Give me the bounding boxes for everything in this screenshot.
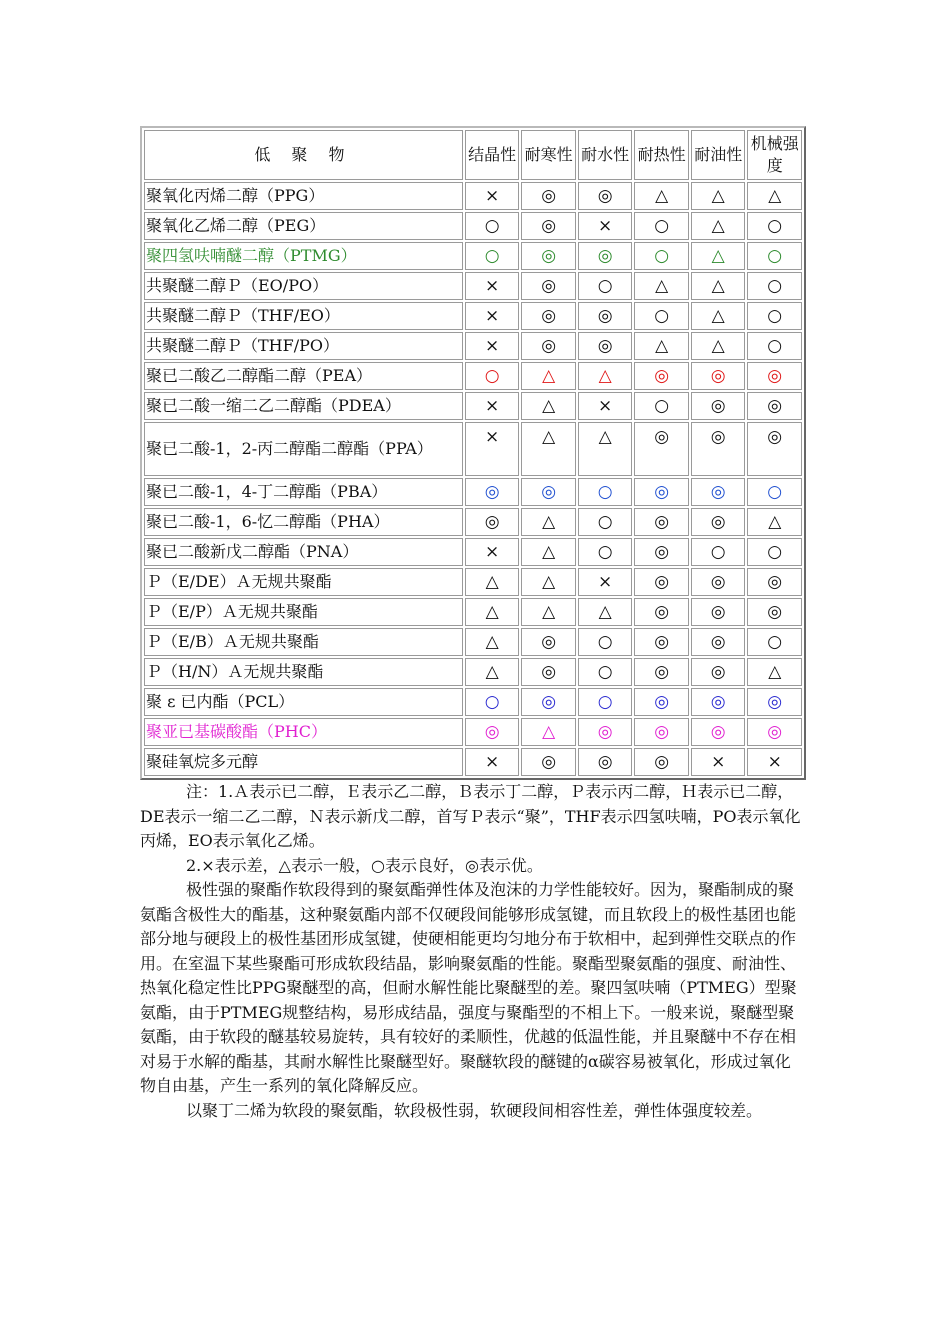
table-row [144, 242, 802, 270]
rating-mark: ○ [747, 478, 802, 506]
rating-mark: ◎ [747, 362, 802, 390]
rating-mark: ○ [465, 362, 520, 390]
rating-mark: △ [691, 242, 746, 270]
table-row [144, 508, 802, 536]
oligomer-name: Ｐ（E/DE）Ａ无规共聚酯 [144, 568, 463, 596]
rating-mark: ◎ [634, 362, 689, 390]
rating-mark: ◎ [747, 392, 802, 420]
rating-mark: △ [521, 362, 576, 390]
rating-mark: ◎ [578, 182, 633, 210]
rating-mark: ○ [578, 628, 633, 656]
rating-mark: × [578, 568, 633, 596]
oligomer-name: 共聚醚二醇Ｐ（EO/PO） [144, 272, 463, 300]
rating-mark: × [465, 302, 520, 330]
rating-mark: ◎ [634, 422, 689, 476]
rating-mark: ◎ [465, 478, 520, 506]
rating-mark: ◎ [578, 718, 633, 746]
oligomer-name: Ｐ（H/N）Ａ无规共聚酯 [144, 658, 463, 686]
table-header-row [144, 130, 802, 180]
rating-mark: ◎ [634, 508, 689, 536]
rating-mark: ○ [747, 302, 802, 330]
rating-mark: ◎ [691, 508, 746, 536]
rating-mark: ◎ [634, 688, 689, 716]
rating-mark: △ [465, 628, 520, 656]
rating-mark: ◎ [747, 688, 802, 716]
rating-mark: ○ [634, 212, 689, 240]
rating-mark: △ [521, 598, 576, 626]
rating-mark: ○ [747, 538, 802, 566]
oligomer-name: 聚已二酸-1，4-丁二醇酯（PBA） [144, 478, 463, 506]
rating-mark: × [578, 212, 633, 240]
rating-mark: △ [747, 182, 802, 210]
oligomer-name: 聚已二酸新戊二醇酯（PNA） [144, 538, 463, 566]
rating-mark: ○ [747, 332, 802, 360]
rating-mark: △ [691, 182, 746, 210]
table-row [144, 538, 802, 566]
rating-mark: △ [691, 272, 746, 300]
note-2: 2.×表示差，△表示一般，○表示良好，◎表示优。 [186, 855, 543, 875]
oligomer-name: 聚 ε 已内酯（PCL） [144, 688, 463, 716]
rating-mark: ◎ [521, 302, 576, 330]
rating-mark: ◎ [747, 422, 802, 476]
rating-mark: ◎ [521, 628, 576, 656]
table-row [144, 658, 802, 686]
rating-mark: ○ [747, 212, 802, 240]
rating-mark: × [465, 538, 520, 566]
header-mechanical-strength: 机械强度 [747, 130, 802, 180]
oligomer-name: 聚氧化乙烯二醇（PEG） [144, 212, 463, 240]
rating-mark: △ [465, 658, 520, 686]
rating-mark: ◎ [747, 568, 802, 596]
table-row [144, 362, 802, 390]
rating-mark: △ [691, 212, 746, 240]
header-oligomer: 低 聚 物 [144, 130, 463, 180]
table-row [144, 478, 802, 506]
rating-mark: ○ [578, 688, 633, 716]
rating-mark: ◎ [578, 302, 633, 330]
oligomer-name: 聚已二酸-1，6-忆二醇酯（PHA） [144, 508, 463, 536]
rating-mark: ◎ [691, 628, 746, 656]
rating-mark: × [465, 392, 520, 420]
rating-mark: △ [521, 538, 576, 566]
rating-mark: ○ [578, 658, 633, 686]
rating-mark: ○ [747, 242, 802, 270]
rating-mark: ◎ [521, 212, 576, 240]
rating-mark: ○ [465, 688, 520, 716]
oligomer-name: Ｐ（E/P）Ａ无规共聚酯 [144, 598, 463, 626]
rating-mark: ○ [747, 272, 802, 300]
table-row [144, 748, 802, 776]
rating-mark: ○ [747, 628, 802, 656]
oligomer-name: 聚硅氧烷多元醇 [144, 748, 463, 776]
rating-mark: ◎ [747, 718, 802, 746]
oligomer-name: 聚四氢呋喃醚二醇（PTMG） [144, 242, 463, 270]
table-row [144, 598, 802, 626]
rating-mark: △ [747, 508, 802, 536]
table-row [144, 718, 802, 746]
rating-mark: ◎ [691, 718, 746, 746]
rating-mark: △ [521, 718, 576, 746]
rating-mark: ◎ [691, 422, 746, 476]
rating-mark: ◎ [634, 568, 689, 596]
rating-mark: ◎ [578, 748, 633, 776]
rating-mark: × [691, 748, 746, 776]
paragraph-1: 极性强的聚酯作软段得到的聚氨酯弹性体及泡沫的力学性能较好。因为，聚酯制成的聚氨酯含极性大的酯基，这种聚氨酯内部不仅硬段间能够形成氢键，而且软段上的极性基团也能部分地与硬段上的极性基团形成氢键，使硬相能更均匀地分布于软相中，起到弹性交联点的作用。在室温下某些聚酯可形成软段结晶，影响聚氨酯的性能。聚酯型聚氨酯的强度、耐油性、热氧化稳定性比PPG聚醚型的高，但耐水解性能比聚醚型的差。聚四氢呋喃（PTMEG）型聚氨酯，由于PTMEG规整结构，易形成结晶，强度与聚酯型的不相上下。一般来说，聚醚型聚氨酯，由于软段的醚基较易旋转，具有较好的柔顺性，优越的低温性能，并且聚醚中不存在相对易于水解的酯基，其耐水解性比聚醚型好。聚醚软段的醚键的α碳容易被氧化，形成过氧化物自由基，产生一系列的氧化降解反应。 [140, 880, 797, 1095]
polymer-property-table [140, 126, 806, 780]
table-row [144, 688, 802, 716]
rating-mark: × [465, 182, 520, 210]
oligomer-name: 聚氧化丙烯二醇（PPG） [144, 182, 463, 210]
rating-mark: ◎ [521, 272, 576, 300]
rating-mark: △ [578, 598, 633, 626]
rating-mark: ◎ [634, 658, 689, 686]
table-row [144, 212, 802, 240]
table-row [144, 332, 802, 360]
rating-mark: ◎ [691, 362, 746, 390]
rating-mark: ◎ [521, 688, 576, 716]
rating-mark: ◎ [691, 478, 746, 506]
table-row [144, 182, 802, 210]
rating-mark: ◎ [521, 242, 576, 270]
rating-mark: × [465, 748, 520, 776]
table-row [144, 302, 802, 330]
oligomer-name: 共聚醚二醇Ｐ（THF/EO） [144, 302, 463, 330]
rating-mark: ◎ [521, 748, 576, 776]
rating-mark: ◎ [634, 748, 689, 776]
oligomer-name: 聚已二酸-1，2-丙二醇酯二醇酯（PPA） [144, 422, 463, 476]
rating-mark: ◎ [634, 538, 689, 566]
table-row [144, 272, 802, 300]
rating-mark: ◎ [465, 718, 520, 746]
rating-mark: ◎ [521, 332, 576, 360]
rating-mark: ◎ [691, 658, 746, 686]
oligomer-name: 聚已二酸乙二醇酯二醇（PEA） [144, 362, 463, 390]
rating-mark: × [465, 272, 520, 300]
rating-mark: ○ [465, 242, 520, 270]
rating-mark: × [465, 422, 520, 476]
rating-mark: ○ [578, 272, 633, 300]
rating-mark: ◎ [691, 688, 746, 716]
rating-mark: △ [521, 568, 576, 596]
table-row [144, 422, 802, 476]
table-row [144, 392, 802, 420]
rating-mark: ◎ [521, 658, 576, 686]
rating-mark: ◎ [634, 598, 689, 626]
rating-mark: △ [747, 658, 802, 686]
rating-mark: × [578, 392, 633, 420]
rating-mark: △ [691, 302, 746, 330]
header-water-resistance: 耐水性 [578, 130, 633, 180]
rating-mark: ○ [578, 508, 633, 536]
rating-mark: △ [691, 332, 746, 360]
rating-mark: ◎ [691, 568, 746, 596]
rating-mark: △ [521, 392, 576, 420]
note-1: 注：1.Ａ表示已二醇，Ｅ表示乙二醇，Ｂ表示丁二醇，Ｐ表示丙二醇，Ｈ表示已二醇，DE表示一缩二乙二醇，Ｎ表示新戊二醇，首写Ｐ表示“聚”，THF表示四氢呋喃，PO表示氧化丙烯，EO表示氧化乙烯。 [140, 782, 801, 850]
rating-mark: ○ [634, 392, 689, 420]
rating-mark: △ [634, 182, 689, 210]
rating-mark: ◎ [747, 598, 802, 626]
rating-mark: △ [578, 362, 633, 390]
oligomer-name: 共聚醚二醇Ｐ（THF/PO） [144, 332, 463, 360]
rating-mark: ◎ [691, 392, 746, 420]
rating-mark: × [465, 332, 520, 360]
rating-mark: ○ [465, 212, 520, 240]
oligomer-name: Ｐ（E/B）Ａ无规共聚酯 [144, 628, 463, 656]
rating-mark: ◎ [634, 718, 689, 746]
rating-mark: ○ [578, 478, 633, 506]
rating-mark: ◎ [634, 628, 689, 656]
header-heat-resistance: 耐热性 [634, 130, 689, 180]
rating-mark: ◎ [521, 182, 576, 210]
rating-mark: ○ [634, 302, 689, 330]
rating-mark: ○ [634, 242, 689, 270]
rating-mark: △ [465, 598, 520, 626]
rating-mark: △ [634, 272, 689, 300]
rating-mark: △ [578, 422, 633, 476]
document-body [140, 126, 808, 1123]
rating-mark: △ [521, 422, 576, 476]
rating-mark: △ [465, 568, 520, 596]
rating-mark: × [747, 748, 802, 776]
header-crystallinity: 结晶性 [465, 130, 520, 180]
rating-mark: ◎ [691, 598, 746, 626]
notes-section [140, 780, 804, 1123]
rating-mark: ◎ [634, 478, 689, 506]
header-cold-resistance: 耐寒性 [521, 130, 576, 180]
rating-mark: △ [634, 332, 689, 360]
rating-mark: ◎ [465, 508, 520, 536]
table-row [144, 568, 802, 596]
paragraph-2: 以聚丁二烯为软段的聚氨酯，软段极性弱，软硬段间相容性差，弹性体强度较差。 [186, 1100, 763, 1120]
oligomer-name: 聚亚已基碳酸酯（PHC） [144, 718, 463, 746]
rating-mark: ◎ [521, 478, 576, 506]
rating-mark: ◎ [578, 242, 633, 270]
rating-mark: ○ [578, 538, 633, 566]
rating-mark: ○ [691, 538, 746, 566]
table-row [144, 628, 802, 656]
rating-mark: △ [521, 508, 576, 536]
oligomer-name: 聚已二酸一缩二乙二醇酯（PDEA） [144, 392, 463, 420]
header-oil-resistance: 耐油性 [691, 130, 746, 180]
rating-mark: ◎ [578, 332, 633, 360]
